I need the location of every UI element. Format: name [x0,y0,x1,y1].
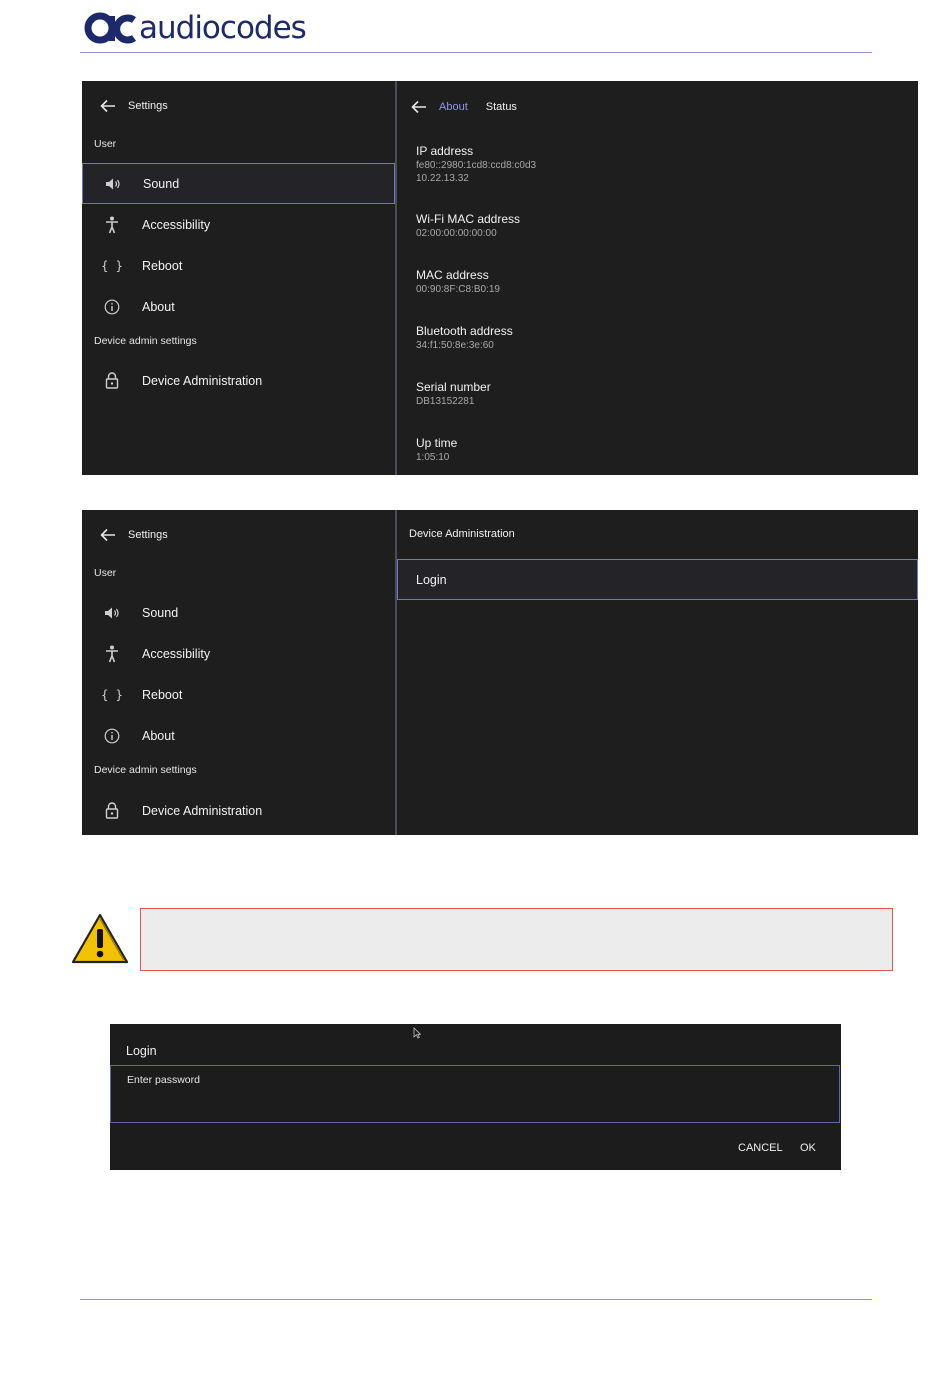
sidebar-item-label: Sound [143,176,180,191]
sidebar-item-label: Device Administration [142,803,263,818]
user-section-label: User [94,567,117,579]
status-panel [397,81,918,475]
sidebar-item-label: About [142,728,175,743]
cancel-button[interactable]: CANCEL [738,1142,783,1154]
logo-mark-icon [84,10,138,46]
speaker-icon [82,606,142,620]
back-arrow-icon[interactable] [100,99,116,113]
info-icon [82,299,142,315]
device-admin-title: Device Administration [409,528,515,540]
sidebar-item-about[interactable] [82,286,395,327]
admin-section-label: Device admin settings [94,764,197,776]
settings-panel [82,510,395,835]
status-value: 02:00:00:00:00:00 [416,228,497,239]
status-mac-address [416,268,500,296]
settings-panel [82,81,395,475]
back-arrow-icon[interactable] [100,528,116,542]
user-section-label: User [94,138,117,150]
device-admin-screenshot [82,510,918,835]
settings-title: Settings [128,100,168,112]
settings-header[interactable] [100,96,168,116]
about-status-screenshot [82,81,918,475]
status-label: Bluetooth address [416,324,513,338]
sidebar-item-label: About [142,299,175,314]
accessibility-icon [82,645,142,663]
header-rule [80,52,872,53]
sidebar-item-device-administration[interactable] [82,360,395,401]
password-placeholder: Enter password [127,1074,200,1086]
braces-icon: { } [101,687,123,702]
tab-status[interactable]: Status [485,101,517,113]
braces-icon: { } [101,258,123,273]
speaker-icon [83,177,143,191]
status-label: Serial number [416,380,491,394]
status-value: 34:f1:50:8e:3e:60 [416,340,494,351]
settings-header[interactable] [100,525,168,545]
sidebar-item-label: Sound [142,605,179,620]
password-field[interactable] [110,1065,840,1123]
audiocodes-logo [84,8,306,48]
ok-button[interactable]: OK [800,1142,816,1154]
mouse-cursor-icon [413,1027,421,1039]
warning-icon [70,912,130,971]
sidebar-item-accessibility[interactable] [82,633,395,674]
sidebar-item-label: Accessibility [142,646,211,661]
status-bluetooth-address [416,324,513,352]
admin-section-label: Device admin settings [94,335,197,347]
status-value: 00:90:8F:C8:B0:19 [416,284,500,295]
sidebar-item-sound[interactable] [82,163,395,204]
status-value: fe80::2980:1cd8:ccd8:c0d3 [416,160,537,171]
sidebar-item-reboot[interactable] [82,674,395,715]
lock-icon [82,372,142,389]
status-value: DB13152281 [416,396,475,407]
device-admin-panel [397,510,918,835]
status-value: 1:05:10 [416,452,450,463]
status-ip-address [416,144,536,185]
login-label: Login [416,572,447,587]
status-label: Up time [416,436,458,450]
status-serial-number [416,380,491,408]
status-value: 10.22.13.32 [416,173,469,184]
sidebar-item-device-administration[interactable] [82,790,395,831]
sidebar-item-about[interactable] [82,715,395,756]
status-wifi-mac [416,212,520,240]
sidebar-item-label: Reboot [142,687,183,702]
status-label: Wi-Fi MAC address [416,212,521,226]
sidebar-item-label: Reboot [142,258,183,273]
login-item[interactable] [397,559,918,600]
status-label: IP address [416,144,474,158]
warning-note-box [140,908,893,971]
sidebar-item-accessibility[interactable] [82,204,395,245]
dialog-title: Login [126,1044,157,1058]
status-up-time [416,436,457,464]
sidebar-item-reboot[interactable] [82,245,395,286]
about-tabs [411,97,517,117]
sidebar-item-label: Accessibility [142,217,211,232]
sidebar-item-sound[interactable] [82,592,395,633]
settings-title: Settings [128,529,168,541]
sidebar-item-label: Device Administration [142,373,263,388]
login-dialog [110,1024,841,1170]
back-arrow-icon[interactable] [411,100,427,114]
tab-about[interactable]: About [439,101,468,113]
footer-rule [80,1299,872,1300]
lock-icon [82,802,142,819]
info-icon [82,728,142,744]
logo-text: audiocodes [139,10,306,46]
accessibility-icon [82,216,142,234]
status-label: MAC address [416,268,489,282]
